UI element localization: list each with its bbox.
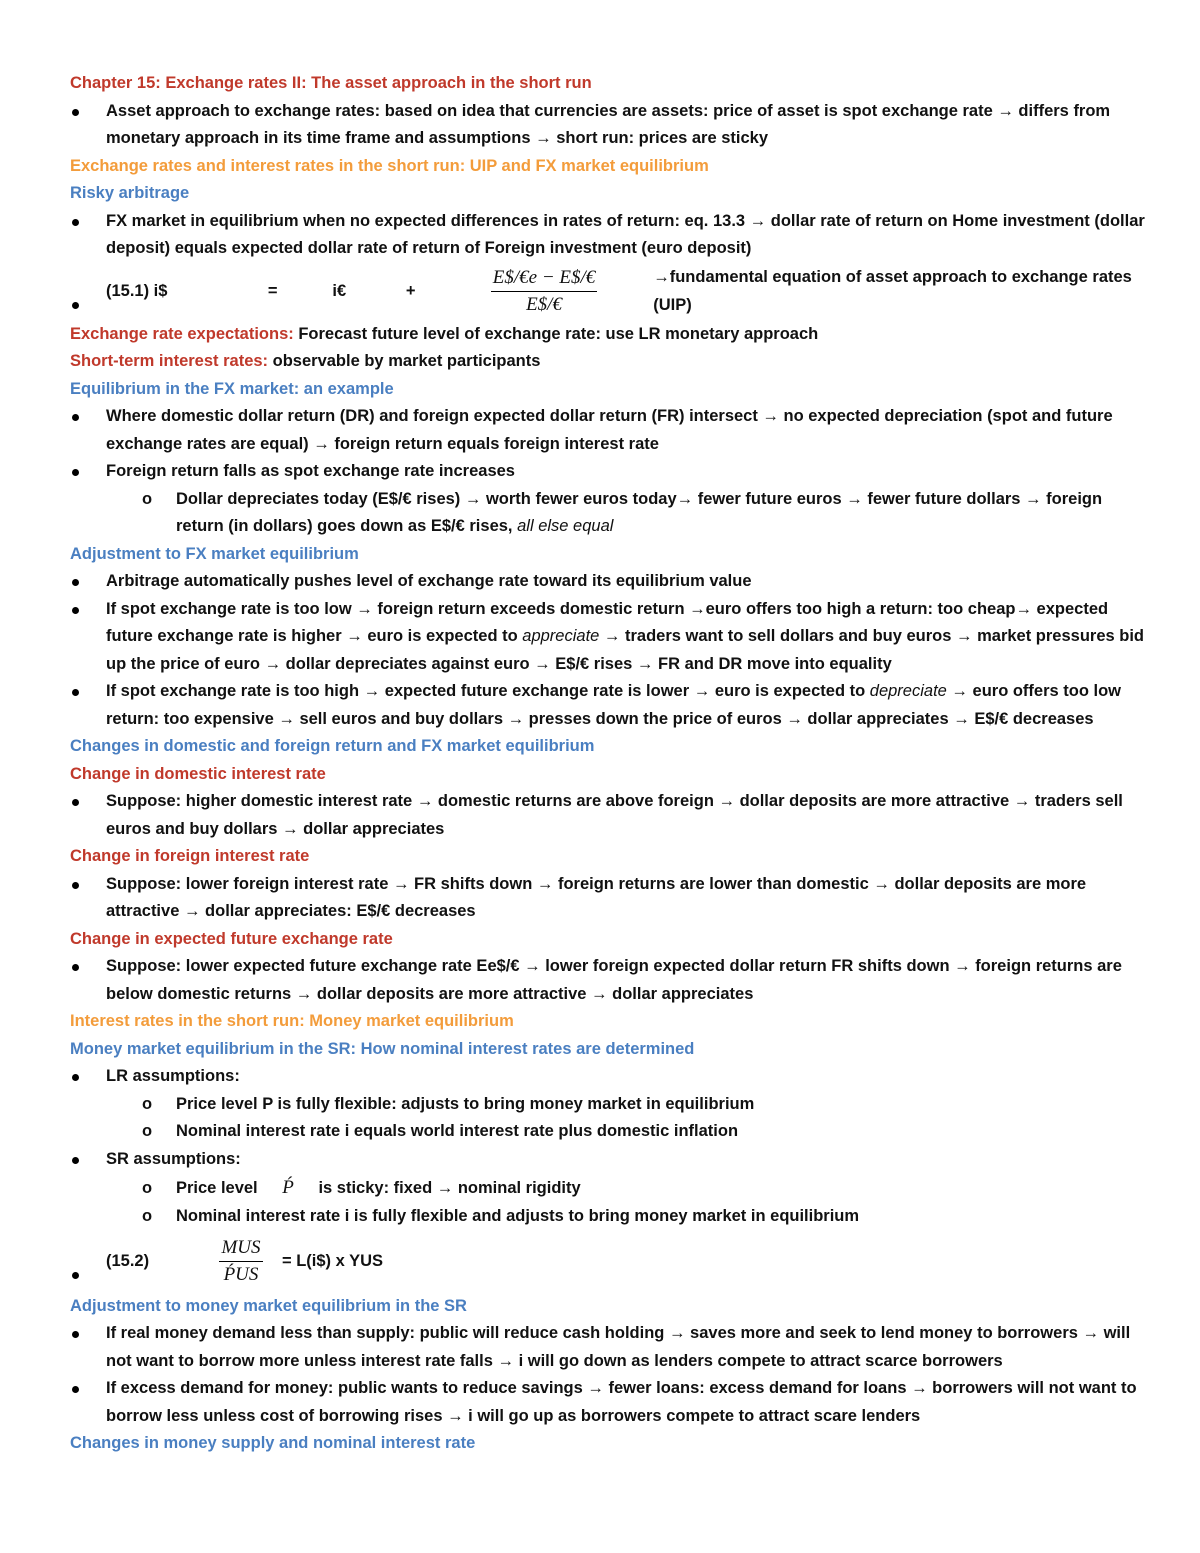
section-heading: Exchange rates and interest rates in the short run: UIP and FX market equilibrium bbox=[70, 156, 709, 175]
bullet-item: If real money demand less than supply: public will reduce cash holding → saves more and seek to lend money to borrowers → will not want to borrow more unless interest rate falls → i will go down as lenders compete to attract scarce borrowers bbox=[70, 1320, 1150, 1375]
fraction-numerator: E$/€e − E$/€ bbox=[491, 267, 598, 292]
section-heading: Interest rates in the short run: Money market equilibrium bbox=[70, 1012, 514, 1030]
expected-depreciation-fraction bbox=[449, 267, 639, 316]
definition-line bbox=[70, 321, 1150, 349]
emphasis-text: all else equal bbox=[517, 517, 614, 535]
topic-heading: Change in expected future exchange rate bbox=[70, 929, 393, 948]
subsection-heading: Adjustment to money market equilibrium in the SR bbox=[70, 1296, 467, 1315]
notes-body bbox=[70, 70, 1150, 1458]
bullet-item: Where domestic dollar return (DR) and foreign expected dollar return (FR) intersect → no expected depreciation (spot and future exchange rates are equal) → foreign return equals foreign interest rate bbox=[70, 403, 1150, 458]
plus-sign: + bbox=[405, 281, 416, 300]
subsection-heading: Equilibrium in the FX market: an example bbox=[70, 379, 394, 398]
emphasis-text: depreciate bbox=[869, 682, 947, 700]
real-money-fraction bbox=[210, 1237, 272, 1286]
sub-bullet-item: o Dollar depreciates today (E$/€ rises) → worth fewer euros today→ fewer future euros → fewer future dollars → foreign return (in dollars) goes down as E$/€ rises, all else equal bbox=[70, 486, 1150, 541]
chapter-heading: Chapter 15: Exchange rates II: The asset approach in the short run bbox=[70, 74, 592, 92]
sub-bullet-item: o Price level Ṕ is sticky: fixed → nominal rigidity bbox=[70, 1173, 1150, 1203]
subsection-heading: Changes in domestic and foreign return and FX market equilibrium bbox=[70, 737, 595, 755]
bullet-item: Suppose: higher domestic interest rate → domestic returns are above foreign → dollar deposits are more attractive → traders sell euros and buy dollars → dollar appreciates bbox=[70, 788, 1150, 843]
sub-bullet-item: o Nominal interest rate i equals world interest rate plus domestic inflation bbox=[70, 1118, 1150, 1146]
definition-line bbox=[70, 348, 1150, 376]
sub-bullet-item: o Nominal interest rate i is fully flexible and adjusts to bring money market in equilibrium bbox=[70, 1203, 1150, 1231]
price-level-symbol: Ṕ bbox=[282, 1177, 294, 1198]
bullet-item: LR assumptions: bbox=[70, 1063, 1150, 1091]
subsection-heading: Adjustment to FX market equilibrium bbox=[70, 544, 359, 563]
topic-heading: Change in domestic interest rate bbox=[70, 764, 326, 783]
topic-heading: Change in foreign interest rate bbox=[70, 847, 310, 865]
bullet-item: FX market in equilibrium when no expected differences in rates of return: eq. 13.3 → dollar rate of return on Home investment (dollar deposit) equals expected dollar rate of return of Foreign investment (euro deposit) bbox=[70, 208, 1150, 263]
equation-description: →fundamental equation of asset approach to exchange rates (UIP) bbox=[653, 268, 1132, 314]
definition-text: Forecast future level of exchange rate: use LR monetary approach bbox=[293, 324, 819, 343]
bullet-item: If excess demand for money: public wants to reduce savings → fewer loans: excess demand for loans → borrowers will not want to borrow less unless cost of borrowing rises → i will go up as borrowers compete to attract scare lenders bbox=[70, 1375, 1150, 1430]
definition-term: Exchange rate expectations: bbox=[70, 324, 294, 343]
equation-15-2-row bbox=[70, 1231, 1150, 1293]
equation-label: (15.2) bbox=[70, 1248, 210, 1276]
bullet-item: Foreign return falls as spot exchange rate increases bbox=[70, 458, 1150, 486]
bullet-item: Suppose: lower expected future exchange rate Ee$/€ → lower foreign expected dollar return FR shifts down → foreign returns are below domestic returns → dollar deposits are more attractive → dollar appreciates bbox=[70, 953, 1150, 1008]
equals-sign: = bbox=[267, 281, 278, 300]
equation-label: (15.1) i$ bbox=[70, 278, 239, 306]
fraction-denominator: ṔUS bbox=[223, 1264, 259, 1285]
bullet-item: Suppose: lower foreign interest rate → FR shifts down → foreign returns are lower than domestic → dollar deposits are more attractive → dollar appreciates: E$/€ decreases bbox=[70, 871, 1150, 926]
bullet-item: Asset approach to exchange rates: based on idea that currencies are assets: price of asset is spot exchange rate → differs from monetary approach in its time frame and assumptions → short run: prices are sticky bbox=[70, 98, 1150, 153]
definition-text: observable by market participants bbox=[268, 352, 541, 370]
equation-description: = L(i$) x YUS bbox=[282, 1251, 384, 1270]
bullet-item: Arbitrage automatically pushes level of exchange rate toward its equilibrium value bbox=[70, 568, 1150, 596]
bullet-item: SR assumptions: bbox=[70, 1146, 1150, 1174]
equation-15-1-row bbox=[70, 263, 1150, 321]
subsection-heading: Risky arbitrage bbox=[70, 184, 190, 202]
bullet-item: If spot exchange rate is too high → expected future exchange rate is lower → euro is expected to depreciate → euro offers too low return: too expensive → sell euros and buy dollars → presses down the price of euros → dollar appreciates → E$/€ decreases bbox=[70, 678, 1150, 733]
emphasis-text: appreciate bbox=[522, 627, 600, 645]
bullet-item: If spot exchange rate is too low → foreign return exceeds domestic return →euro offers too high a return: too cheap→ expected future exchange rate is higher → euro is expected to appreciate → traders want to sell dollars and buy euros → market pressures bid up the price of euro → dollar depreciates against euro → E$/€ rises → FR and DR move into equality bbox=[70, 596, 1150, 679]
subsection-heading: Changes in money supply and nominal interest rate bbox=[70, 1434, 476, 1452]
fraction-denominator: E$/€ bbox=[526, 294, 562, 315]
sub-bullet-item: o Price level P is fully flexible: adjusts to bring money market in equilibrium bbox=[70, 1091, 1150, 1119]
definition-term: Short-term interest rates: bbox=[70, 352, 269, 370]
fraction-numerator: MUS bbox=[219, 1237, 262, 1262]
foreign-interest-rate: i€ bbox=[332, 281, 347, 300]
subsection-heading: Money market equilibrium in the SR: How nominal interest rates are determined bbox=[70, 1039, 695, 1058]
